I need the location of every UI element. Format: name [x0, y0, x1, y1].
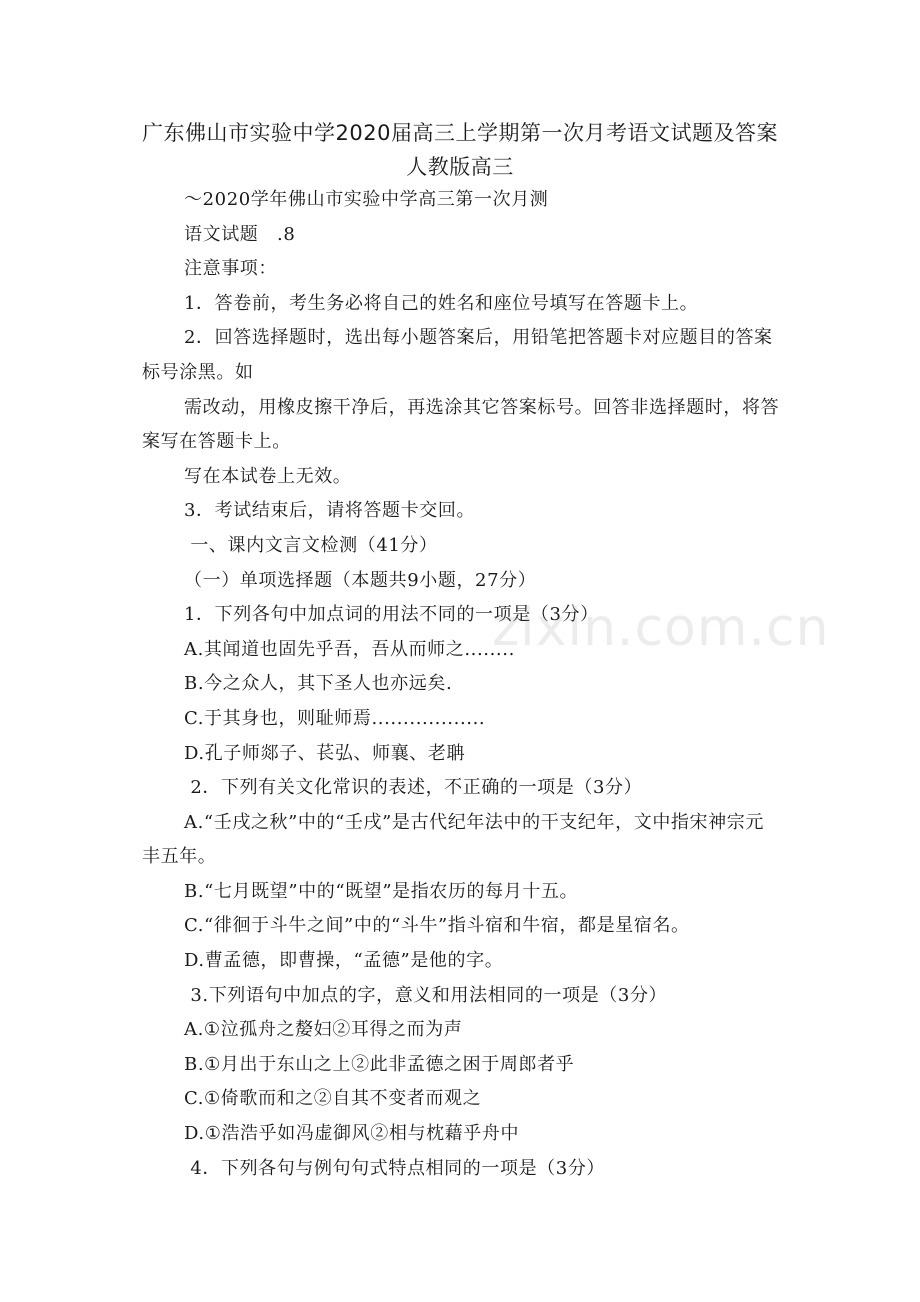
subsection-heading: （一）单项选择题（本题共9小题，27分）	[184, 569, 537, 591]
document-body	[142, 183, 782, 1186]
body-line: 2．回答选择题时，选出每小题答案后，用铅笔把答题卡对应题目的答案标号涂黑。如	[142, 327, 773, 383]
document-title: 广东佛山市实验中学2020届高三上学期第一次月考语文试题及答案 人教版高三	[142, 121, 800, 179]
question-stem: 1．下列各句中加点词的用法不同的一项是（3分）	[184, 604, 599, 626]
answer-option: D.曹孟德，即曹操，“孟德”是他的字。	[184, 950, 504, 972]
watermark: zixin.com.cn	[492, 598, 830, 658]
answer-option: D.①浩浩乎如冯虚御风②相与枕藉乎舟中	[184, 1123, 520, 1145]
section-heading: 一、课内文言文检测（41分）	[184, 534, 438, 556]
answer-option: C.于其身也，则耻师焉..................	[184, 707, 486, 729]
answer-option: B.①月出于东山之上②此非孟德之困于周郎者乎	[184, 1053, 575, 1075]
body-line: 语文试题 .8	[184, 223, 296, 245]
body-line: 3．考试结束后，请将答题卡交回。	[184, 500, 476, 522]
question-stem: 4．下列各句与例句句式特点相同的一项是（3分）	[184, 1157, 606, 1179]
answer-option: A.“壬戌之秋”中的“壬戌”是古代纪年法中的干支纪年，文中指宋神宗元丰五年。	[142, 811, 764, 868]
answer-option: A.①泣孤舟之嫠妇②耳得之而为声	[184, 1019, 463, 1041]
question-stem: 2．下列有关文化常识的表述，不正确的一项是（3分）	[184, 777, 643, 799]
answer-option: C.“徘徊于斗牛之间”中的“斗牛”指斗宿和牛宿，都是星宿名。	[184, 915, 690, 937]
answer-option: C.①倚歌而和之②自其不变者而观之	[184, 1088, 482, 1110]
question-stem: 3.下列语句中加点的字，意义和用法相同的一项是（3分）	[184, 984, 668, 1006]
body-line: 需改动，用橡皮擦干净后，再选涂其它答案标号。回答非选择题时，将答案写在答题卡上。	[142, 396, 780, 453]
answer-option: B.“七月既望”中的“既望”是指农历的每月十五。	[184, 880, 579, 902]
body-line: 注意事项：	[184, 258, 277, 280]
answer-option: D.孔子师郯子、苌弘、师襄、老聃	[184, 742, 466, 764]
answer-option: A.其闻道也固先乎吾，吾从而师之........	[184, 638, 515, 660]
body-line: ～2020学年佛山市实验中学高三第一次月测	[184, 189, 549, 210]
body-line: 写在本试卷上无效。	[184, 465, 352, 487]
answer-option: B.今之众人，其下圣人也亦远矣.	[184, 673, 453, 695]
body-line: 1．答卷前，考生务必将自己的姓名和座位号填写在答题卡上。	[184, 292, 699, 314]
